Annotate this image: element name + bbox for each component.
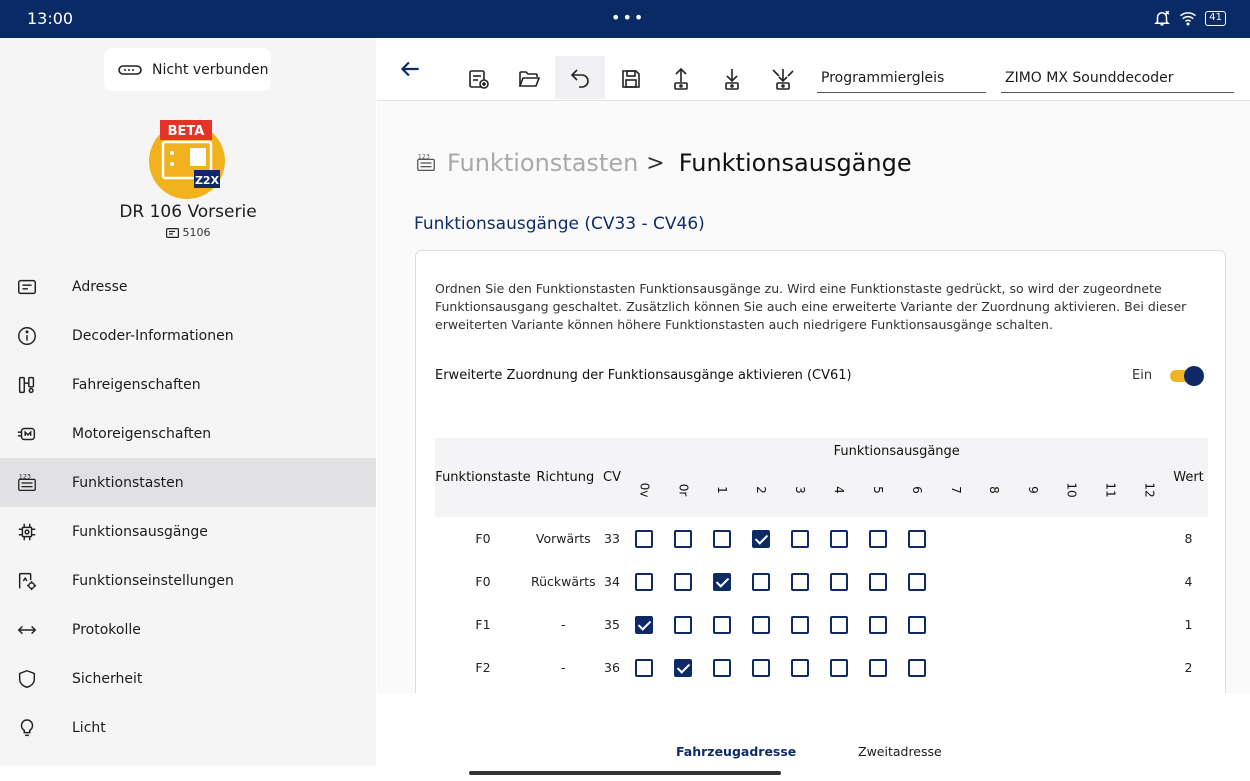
- output-checkbox[interactable]: [908, 659, 926, 677]
- cell-output: [702, 517, 741, 560]
- sidebar-item-licht[interactable]: [0, 703, 376, 752]
- bulb-icon: [16, 717, 38, 739]
- cell-output: [819, 603, 858, 646]
- address-card-icon: [16, 276, 38, 298]
- output-label: [936, 464, 975, 517]
- download-button[interactable]: [707, 57, 757, 99]
- output-checkbox[interactable]: [869, 616, 887, 634]
- download-multiple-icon: [771, 67, 795, 91]
- col-header-fkey: Funktionstaste: [435, 438, 531, 517]
- output-checkbox[interactable]: [869, 659, 887, 677]
- sidebar-item-label: Decoder-Informationen: [72, 327, 234, 344]
- open-folder-button[interactable]: [504, 57, 554, 99]
- output-checkbox[interactable]: [674, 616, 692, 634]
- cell-direction: -: [561, 660, 566, 675]
- cell-output: [741, 646, 780, 689]
- output-label-text: 8: [987, 486, 1002, 494]
- cell-output: [702, 646, 741, 689]
- sidebar-item-adresse[interactable]: [0, 262, 376, 311]
- sidebar-item-funktionstasten[interactable]: [0, 458, 376, 507]
- undo-icon: [568, 66, 592, 90]
- save-button[interactable]: [606, 57, 656, 99]
- cell-output: [897, 560, 936, 603]
- cell-output: [858, 517, 897, 560]
- bottom-tabs: [377, 710, 1250, 766]
- cell-direction: Rückwärts: [530, 574, 596, 589]
- cell-output: [858, 603, 897, 646]
- main-content: [377, 101, 1250, 693]
- cell-output: [624, 646, 663, 689]
- connection-label: Nicht verbunden: [152, 61, 269, 78]
- cell-cv: 33: [604, 531, 620, 546]
- output-label: [702, 464, 741, 517]
- output-label: [741, 464, 780, 517]
- sidebar-item-label: Funktionseinstellungen: [72, 572, 234, 589]
- cell-output: [1130, 603, 1169, 646]
- cell-output: [975, 603, 1014, 646]
- cell-output: [1130, 560, 1169, 603]
- output-label: [624, 464, 663, 517]
- motor-icon: [16, 423, 38, 445]
- cell-output: [1052, 517, 1091, 560]
- sidebar-item-label: Licht: [72, 719, 106, 736]
- vehicle-name: DR 106 Vorserie: [119, 202, 257, 222]
- breadcrumb-separator: >: [646, 150, 665, 176]
- output-checkbox[interactable]: [908, 573, 926, 591]
- cell-cv: 34: [604, 574, 620, 589]
- sidebar-item-fahreigenschaften[interactable]: [0, 360, 376, 409]
- output-checkbox[interactable]: [635, 530, 653, 548]
- output-label: [897, 464, 936, 517]
- output-label: [819, 464, 858, 517]
- output-label: [780, 464, 819, 517]
- output-label-text: 10: [1064, 482, 1079, 498]
- section-title: Funktionsausgänge (CV33 - CV46): [414, 214, 705, 234]
- output-checkbox[interactable]: [713, 573, 731, 591]
- track-field[interactable]: Programmiergleis: [817, 58, 986, 93]
- svg-text:123: 123: [18, 472, 31, 481]
- sidebar-item-funktionseinstellungen[interactable]: [0, 556, 376, 605]
- cell-output: [858, 560, 897, 603]
- col-header-dir: Richtung: [531, 438, 600, 517]
- undo-button[interactable]: [555, 56, 605, 99]
- table-row: [435, 517, 1208, 560]
- cell-output: [624, 603, 663, 646]
- cell-output: [1014, 560, 1053, 603]
- cell-output: [702, 560, 741, 603]
- cell-output: [897, 646, 936, 689]
- cell-output: [663, 560, 702, 603]
- output-checkbox[interactable]: [830, 573, 848, 591]
- output-checkbox[interactable]: [635, 659, 653, 677]
- folder-open-icon: [517, 67, 541, 91]
- output-label-text: 3: [792, 486, 807, 494]
- svg-text:123: 123: [417, 152, 430, 161]
- cell-value: 1: [1184, 617, 1193, 632]
- logo-brand: Z2X: [194, 174, 220, 187]
- cell-output: [1052, 603, 1091, 646]
- sidebar-item-label: Fahreigenschaften: [72, 376, 201, 393]
- cell-output: [975, 560, 1014, 603]
- output-label-text: 0r: [675, 483, 690, 497]
- logo-badge: BETA: [167, 124, 205, 139]
- vehicle-address-value: 5106: [182, 226, 211, 239]
- cell-output: [1014, 603, 1053, 646]
- tab-fahrzeugadresse[interactable]: Fahrzeugadresse: [676, 744, 797, 759]
- col-header-value: Wert: [1169, 438, 1208, 517]
- table-row: [435, 560, 1208, 603]
- cell-output: [702, 603, 741, 646]
- address-small-icon: [166, 228, 179, 238]
- new-file-icon: [467, 67, 491, 91]
- sidebar-nav: [0, 262, 376, 752]
- cell-output: [624, 560, 663, 603]
- output-checkbox[interactable]: [752, 659, 770, 677]
- col-header-outputs: Funktionsausgänge: [624, 438, 1169, 464]
- keypad-icon: [415, 152, 437, 174]
- cell-output: [780, 517, 819, 560]
- cell-output: [936, 646, 975, 689]
- cell-output: [819, 517, 858, 560]
- bell-muted-icon: [1153, 9, 1171, 27]
- cell-fkey: F1: [475, 617, 491, 632]
- cell-cv: 36: [604, 660, 620, 675]
- vehicle-address: [0, 226, 376, 239]
- col-header-cv: CV: [600, 438, 625, 517]
- cell-output: [819, 560, 858, 603]
- output-label-text: 0v: [636, 482, 651, 498]
- connection-icon: [118, 64, 142, 76]
- cell-fkey: F0: [475, 574, 491, 589]
- status-bar: [0, 0, 1250, 38]
- page-title: Funktionsausgänge: [678, 149, 912, 177]
- cell-output: [975, 517, 1014, 560]
- cell-output: [1130, 517, 1169, 560]
- toolbar: [377, 38, 1250, 101]
- cell-output: [663, 603, 702, 646]
- cell-direction: Vorwärts: [535, 531, 591, 546]
- decoder-field[interactable]: ZIMO MX Sounddecoder: [1001, 58, 1234, 93]
- sidebar-item-decoder-info[interactable]: [0, 311, 376, 360]
- sidebar-item-label: Motoreigenschaften: [72, 425, 212, 442]
- connection-button[interactable]: [104, 48, 271, 91]
- cell-output: [741, 517, 780, 560]
- output-checkbox[interactable]: [752, 530, 770, 548]
- output-checkbox[interactable]: [752, 573, 770, 591]
- cell-output: [780, 560, 819, 603]
- output-label-text: 1: [714, 486, 729, 494]
- cell-output: [663, 646, 702, 689]
- cell-output: [936, 517, 975, 560]
- keypad-icon: [16, 472, 38, 494]
- cell-output: [1091, 517, 1130, 560]
- output-label: [975, 464, 1014, 517]
- output-checkbox[interactable]: [635, 573, 653, 591]
- cell-output: [897, 517, 936, 560]
- wifi-icon: [1179, 9, 1197, 27]
- output-label: [1091, 464, 1130, 517]
- output-checkbox[interactable]: [674, 573, 692, 591]
- output-checkbox[interactable]: [791, 616, 809, 634]
- cell-output: [858, 646, 897, 689]
- upload-icon: [669, 67, 693, 91]
- sidebar-item-label: Funktionstasten: [72, 474, 184, 491]
- output-label-text: 7: [948, 486, 963, 494]
- output-checkbox[interactable]: [830, 659, 848, 677]
- output-checkbox[interactable]: [752, 616, 770, 634]
- cell-fkey: F2: [475, 660, 491, 675]
- tab-zweitadresse[interactable]: Zweitadresse: [858, 744, 942, 759]
- cell-output: [819, 646, 858, 689]
- output-label: [1014, 464, 1053, 517]
- sidebar-item-label: Sicherheit: [72, 670, 143, 687]
- breadcrumb: [415, 147, 912, 179]
- cell-value: 8: [1184, 531, 1193, 546]
- back-arrow-icon[interactable]: [397, 56, 423, 82]
- breadcrumb-previous[interactable]: Funktionstasten: [447, 149, 639, 177]
- output-checkbox[interactable]: [713, 616, 731, 634]
- driving-icon: [16, 374, 38, 396]
- cell-output: [975, 646, 1014, 689]
- output-label: [663, 464, 702, 517]
- output-checkbox[interactable]: [869, 573, 887, 591]
- cell-output: [741, 603, 780, 646]
- output-checkbox[interactable]: [791, 659, 809, 677]
- cell-direction: -: [561, 617, 566, 632]
- info-icon: [16, 325, 38, 347]
- output-checkbox[interactable]: [674, 659, 692, 677]
- cell-output: [1091, 646, 1130, 689]
- output-checkbox[interactable]: [869, 530, 887, 548]
- cell-cv: 35: [604, 617, 620, 632]
- table-body: [435, 517, 1208, 689]
- extended-mapping-state: Ein: [1132, 368, 1153, 383]
- output-label-text: 6: [909, 486, 924, 494]
- output-label-text: 11: [1103, 482, 1118, 498]
- cell-output: [1014, 517, 1053, 560]
- output-label: [858, 464, 897, 517]
- function-output-table: [435, 438, 1208, 689]
- settings-card: [415, 250, 1226, 693]
- battery-indicator: 41: [1205, 11, 1226, 26]
- cell-output: [936, 560, 975, 603]
- cell-output: [741, 560, 780, 603]
- cell-output: [780, 646, 819, 689]
- cell-fkey: F0: [475, 531, 491, 546]
- output-label: [1052, 464, 1091, 517]
- output-checkbox[interactable]: [713, 530, 731, 548]
- table-header-row: [435, 438, 1208, 464]
- output-checkbox[interactable]: [908, 616, 926, 634]
- shield-icon: [16, 668, 38, 690]
- sidebar: [0, 38, 376, 766]
- output-label-text: 12: [1142, 482, 1157, 498]
- new-file-button[interactable]: [454, 57, 504, 99]
- cell-output: [624, 517, 663, 560]
- gesture-bar: [469, 771, 781, 775]
- extended-mapping-label: Erweiterte Zuordnung der Funktionsausgänge aktivieren (CV61): [435, 368, 852, 383]
- cell-output: [663, 517, 702, 560]
- download-icon: [720, 67, 744, 91]
- save-icon: [619, 67, 643, 91]
- sidebar-item-label: Protokolle: [72, 621, 141, 638]
- upload-button[interactable]: [656, 57, 706, 99]
- cell-value: 2: [1184, 660, 1193, 675]
- download-all-button[interactable]: [758, 57, 808, 99]
- output-label-text: 2: [753, 486, 768, 494]
- status-dots: •••: [611, 8, 646, 27]
- app-logo: [148, 120, 228, 200]
- cell-output: [1014, 646, 1053, 689]
- sidebar-item-label: Adresse: [72, 278, 128, 295]
- cell-output: [1052, 646, 1091, 689]
- cell-output: [780, 603, 819, 646]
- output-label-text: 5: [870, 486, 885, 494]
- chip-icon: [16, 521, 38, 543]
- output-checkbox[interactable]: [674, 530, 692, 548]
- section-description: Ordnen Sie den Funktionstasten Funktionsausgänge zu. Wird eine Funktionstaste gedrückt, so wird der zugeordnete Funktionsausgang geschaltet. Zusätzlich können Sie auch eine erweiterte Variante der Zuordnung aktivieren. Bei dieser erweiterten Variante können höhere Funktionstasten auch niedrigere Funktionsausgänge schalten.: [435, 281, 1187, 332]
- output-label: [1130, 464, 1169, 517]
- cell-output: [1091, 560, 1130, 603]
- arrows-icon: [16, 619, 38, 641]
- table-row: [435, 603, 1208, 646]
- output-checkbox[interactable]: [791, 530, 809, 548]
- toggle-knob: [1184, 366, 1204, 386]
- cell-output: [897, 603, 936, 646]
- output-checkbox[interactable]: [791, 573, 809, 591]
- output-label-text: 9: [1025, 486, 1040, 494]
- cell-output: [1052, 560, 1091, 603]
- output-label-text: 4: [831, 486, 846, 494]
- sidebar-item-protokolle[interactable]: [0, 605, 376, 654]
- sidebar-item-funktionsausgaenge[interactable]: [0, 507, 376, 556]
- extended-mapping-toggle[interactable]: [1170, 367, 1204, 385]
- output-checkbox[interactable]: [635, 616, 653, 634]
- cell-output: [1130, 646, 1169, 689]
- output-checkbox[interactable]: [830, 530, 848, 548]
- output-checkbox[interactable]: [908, 530, 926, 548]
- status-time: 13:00: [27, 9, 74, 28]
- sidebar-item-sicherheit[interactable]: [0, 654, 376, 703]
- function-settings-icon: [16, 570, 38, 592]
- cell-value: 4: [1184, 574, 1193, 589]
- status-icons: [1153, 9, 1226, 27]
- table-row: [435, 646, 1208, 689]
- output-checkbox[interactable]: [713, 659, 731, 677]
- cell-output: [936, 603, 975, 646]
- cell-output: [1091, 603, 1130, 646]
- sidebar-item-motoreigenschaften[interactable]: [0, 409, 376, 458]
- sidebar-item-label: Funktionsausgänge: [72, 523, 208, 540]
- output-checkbox[interactable]: [830, 616, 848, 634]
